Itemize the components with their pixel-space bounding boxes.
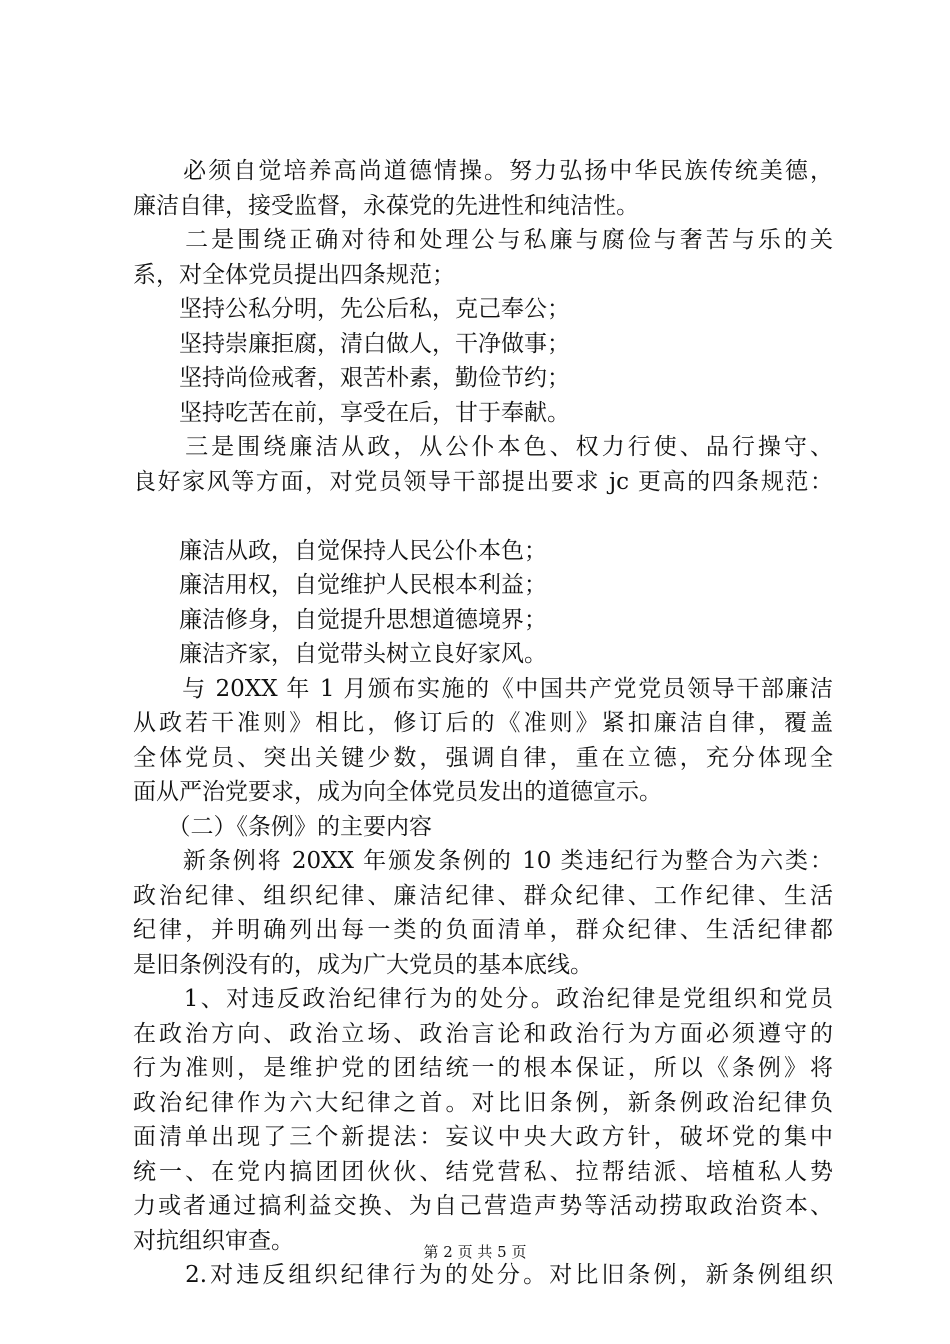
text-line: 良好家风等方面，对党员领导干部提出要求 jc 更高的四条规范： [133,468,833,495]
text-line: 纪律，并明确列出每一类的负面清单，群众纪律、生活纪律都 [133,917,833,943]
text-line: 必须自觉培养高尚道德情操。努力弘扬中华民族传统美德， [133,158,833,184]
text-line: 面清单出现了三个新提法：妄议中央大政方针，破坏党的集中 [133,1124,833,1150]
text-line: 政治纪律、组织纪律、廉洁纪律、群众纪律、工作纪律、生活 [133,882,833,909]
text-line: 与 20XX 年 1 月颁布实施的《中国共产党党员领导干部廉洁 [133,675,833,702]
text-line: 面从严治党要求，成为向全体党员发出的道德宣示。 [133,779,662,805]
text-line: 新条例将 20XX 年颁发条例的 10 类违纪行为整合为六类： [133,848,833,874]
text-line: 政治纪律作为六大纪律之首。对比旧条例，新条例政治纪律负 [133,1089,833,1116]
text-line: 力或者通过搞利益交换、为自己营造声势等活动捞取政治资本、 [133,1193,833,1219]
page-number: 第 2 页 共 5 页 [423,1243,527,1261]
text-line: 廉洁修身，自觉提升思想道德境界； [133,606,547,633]
section-heading: （二）《条例》的主要内容 [133,813,432,840]
text-line: 从政若干准则》相比，修订后的《准则》紧扣廉洁自律，覆盖 [133,710,833,736]
text-line: 2.对违反组织纪律行为的处分。对比旧条例，新条例组织 [133,1262,833,1288]
document-body [133,154,833,1293]
text-line: 三是围绕廉洁从政，从公仆本色、权力行使、品行操守、 [133,434,833,460]
page-footer [0,1242,950,1262]
text-line: 坚持尚俭戒奢，艰苦朴素，勤俭节约； [133,365,570,391]
text-line: 1、对违反政治纪律行为的处分。政治纪律是党组织和党员 [133,986,833,1012]
text-line: 统一、在党内搞团团伙伙、结党营私、拉帮结派、培植私人势 [133,1158,833,1185]
text-line: 坚持公私分明，先公后私，克己奉公； [133,296,570,322]
text-line: 坚持吃苦在前，享受在后，甘于奉献。 [133,399,570,426]
text-line: 二是围绕正确对待和处理公与私廉与腐俭与奢苦与乐的关 [133,227,833,253]
text-line: 是旧条例没有的，成为广大党员的基本底线。 [133,951,593,978]
text-line: 廉洁齐家，自觉带头树立良好家风。 [133,641,547,667]
text-line: 在政治方向、政治立场、政治言论和政治行为方面必须遵守的 [133,1020,833,1047]
text-line: 系，对全体党员提出四条规范； [133,261,455,288]
blank-line [133,499,833,534]
text-line: 廉洁用权，自觉维护人民根本利益； [133,572,547,598]
text-line: 廉洁从政，自觉保持人民公仆本色； [133,537,547,564]
text-line: 全体党员、突出关键少数，强调自律，重在立德，充分体现全 [133,744,833,771]
text-line: 行为准则，是维护党的团结统一的根本保证，所以《条例》将 [133,1055,833,1081]
text-line: 廉洁自律，接受监督，永葆党的先进性和纯洁性。 [133,192,639,219]
text-line: 对抗组织审查。 [133,1227,294,1254]
text-line: 坚持崇廉拒腐，清白做人，干净做事； [133,330,570,357]
